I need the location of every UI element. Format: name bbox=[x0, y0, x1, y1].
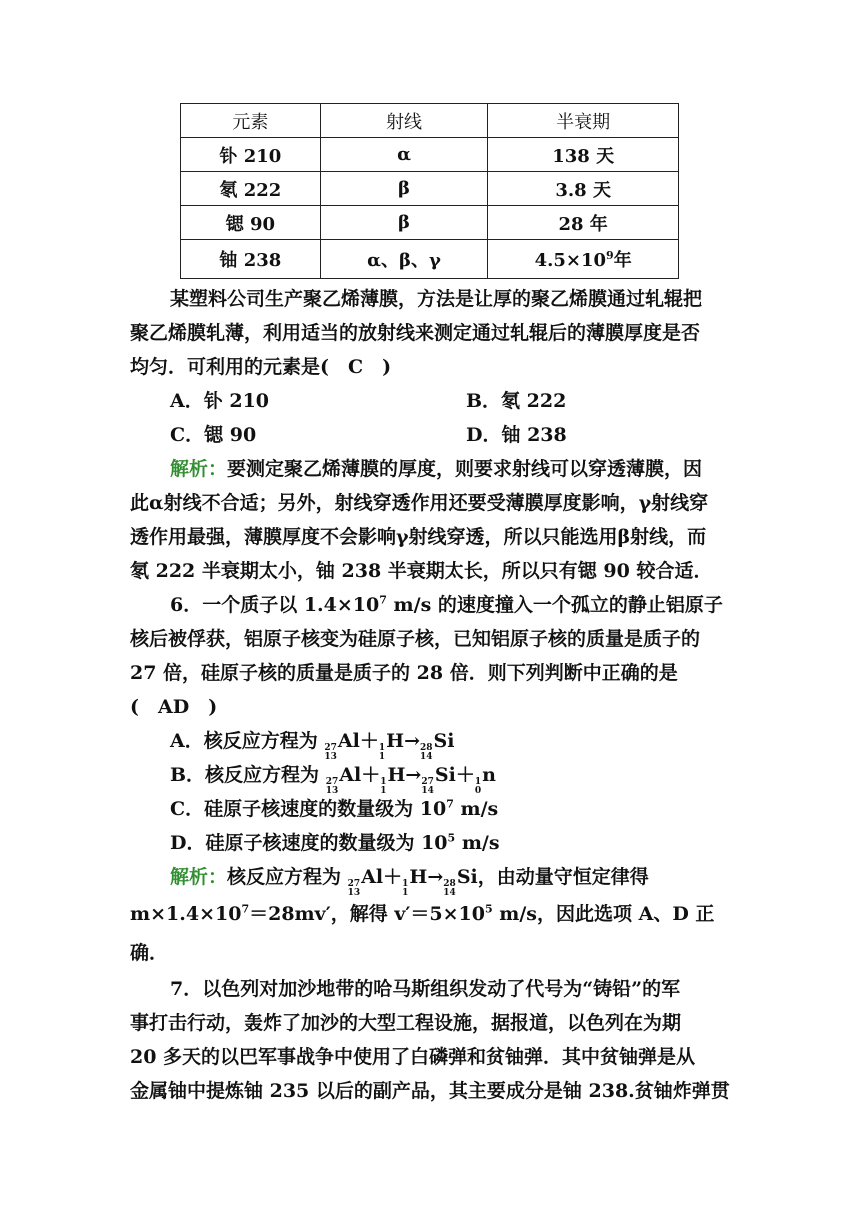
q6-answer: ( AD ) bbox=[130, 696, 218, 718]
q5-option-a: A．钋 210 bbox=[170, 390, 270, 412]
table-header: 射线 bbox=[320, 104, 488, 138]
table-row bbox=[181, 138, 679, 172]
q5-stem-line: 聚乙烯膜轧薄，利用适当的放射线来测定通过轧辊后的薄膜厚度是否 bbox=[130, 322, 701, 344]
table-row bbox=[181, 206, 679, 240]
q6-option-a: A．核反应方程为 27 13 Al＋ 1 1 H→ 28 14 Si bbox=[170, 730, 455, 762]
analysis-label: 解析： bbox=[170, 866, 228, 888]
q5-stem-line: 某塑料公司生产聚乙烯薄膜，方法是让厚的聚乙烯膜通过轧辊把 bbox=[170, 288, 703, 310]
table-cell: α bbox=[320, 138, 488, 172]
table-cell: $4.5\times 10^9$年 bbox=[488, 240, 679, 279]
table-header: 半衰期 bbox=[488, 104, 679, 138]
q6-stem-line: 27 倍，硅原子核的质量是质子的 28 倍．则下列判断中正确的是 bbox=[130, 662, 678, 684]
q5-option-c: C．锶 90 bbox=[170, 424, 257, 446]
table-cell: 3.8 天 bbox=[488, 172, 679, 206]
q6-option-d: D．硅原子核速度的数量级为 $10^5$ m/s bbox=[170, 831, 500, 854]
table-row bbox=[181, 172, 679, 206]
analysis-label: 解析： bbox=[170, 458, 228, 480]
q5-stem-line: 均匀．可利用的元素是( C ) bbox=[130, 356, 392, 378]
radiation-table bbox=[180, 103, 679, 279]
q7-stem-line: 事打击行动，轰炸了加沙的大型工程设施，据报道，以色列在为期 bbox=[130, 1012, 682, 1034]
q5-analysis-line: 解析：要测定聚乙烯薄膜的厚度，则要求射线可以穿透薄膜，因 bbox=[170, 458, 703, 480]
table-row bbox=[181, 240, 679, 279]
q6-analysis-line: 解析：核反应方程为 27 13 Al＋ 1 1 H→ 28 14 Si，由动量守恒定律得 bbox=[170, 866, 649, 898]
q6-option-c: C．硅原子核速度的数量级为 $10^7$ m/s bbox=[170, 797, 499, 820]
table-cell: 钋 210 bbox=[181, 138, 321, 172]
table-cell: β bbox=[320, 206, 488, 240]
q5-option-b: B．氡 222 bbox=[466, 390, 567, 412]
q7-stem-line: 7．以色列对加沙地带的哈马斯组织发动了代号为“铸铅”的军 bbox=[170, 978, 681, 1000]
q6-analysis-line: $m\times 1.4\times 10^7=28mv'$，解得 $v'=5\times 10^5$ m/s，因此选项 A、D 正 bbox=[130, 902, 715, 925]
q5-option-d: D．铀 238 bbox=[466, 424, 567, 446]
q7-stem-line: 20 多天的以巴军事战争中使用了白磷弹和贫铀弹．其中贫铀弹是从 bbox=[130, 1046, 696, 1068]
q6-option-b: B．核反应方程为 27 13 Al＋ 1 1 H→ 27 14 Si＋ 1 0 n bbox=[170, 764, 496, 796]
table-cell: 铀 238 bbox=[181, 240, 321, 279]
table-cell: 28 年 bbox=[488, 206, 679, 240]
q6-stem-line: 核后被俘获，铝原子核变为硅原子核，已知铝原子核的质量是质子的 bbox=[130, 628, 701, 650]
q5-analysis-line: 透作用最强，薄膜厚度不会影响γ射线穿透，所以只能选用β射线，而 bbox=[130, 526, 707, 548]
table-cell: β bbox=[320, 172, 488, 206]
table-header-row bbox=[181, 104, 679, 138]
q5-analysis-line: 此α射线不合适；另外，射线穿透作用还要受薄膜厚度影响，γ射线穿 bbox=[130, 492, 709, 514]
q7-stem-line: 金属铀中提炼铀 235 以后的副产品，其主要成分是铀 238.贫铀炸弹贯 bbox=[130, 1080, 730, 1102]
q6-stem-line: 6．一个质子以 $1.4\times 10^7$ m/s 的速度撞入一个孤立的静止铝原子 bbox=[170, 593, 723, 616]
table-header: 元素 bbox=[181, 104, 321, 138]
table-cell: 138 天 bbox=[488, 138, 679, 172]
q6-analysis-line: 确． bbox=[130, 942, 169, 964]
table-cell: 氡 222 bbox=[181, 172, 321, 206]
q5-analysis-line: 氡 222 半衰期太小，铀 238 半衰期太长，所以只有锶 90 较合适． bbox=[130, 560, 713, 582]
table-cell: 锶 90 bbox=[181, 206, 321, 240]
table-cell: α、β、γ bbox=[320, 240, 488, 279]
